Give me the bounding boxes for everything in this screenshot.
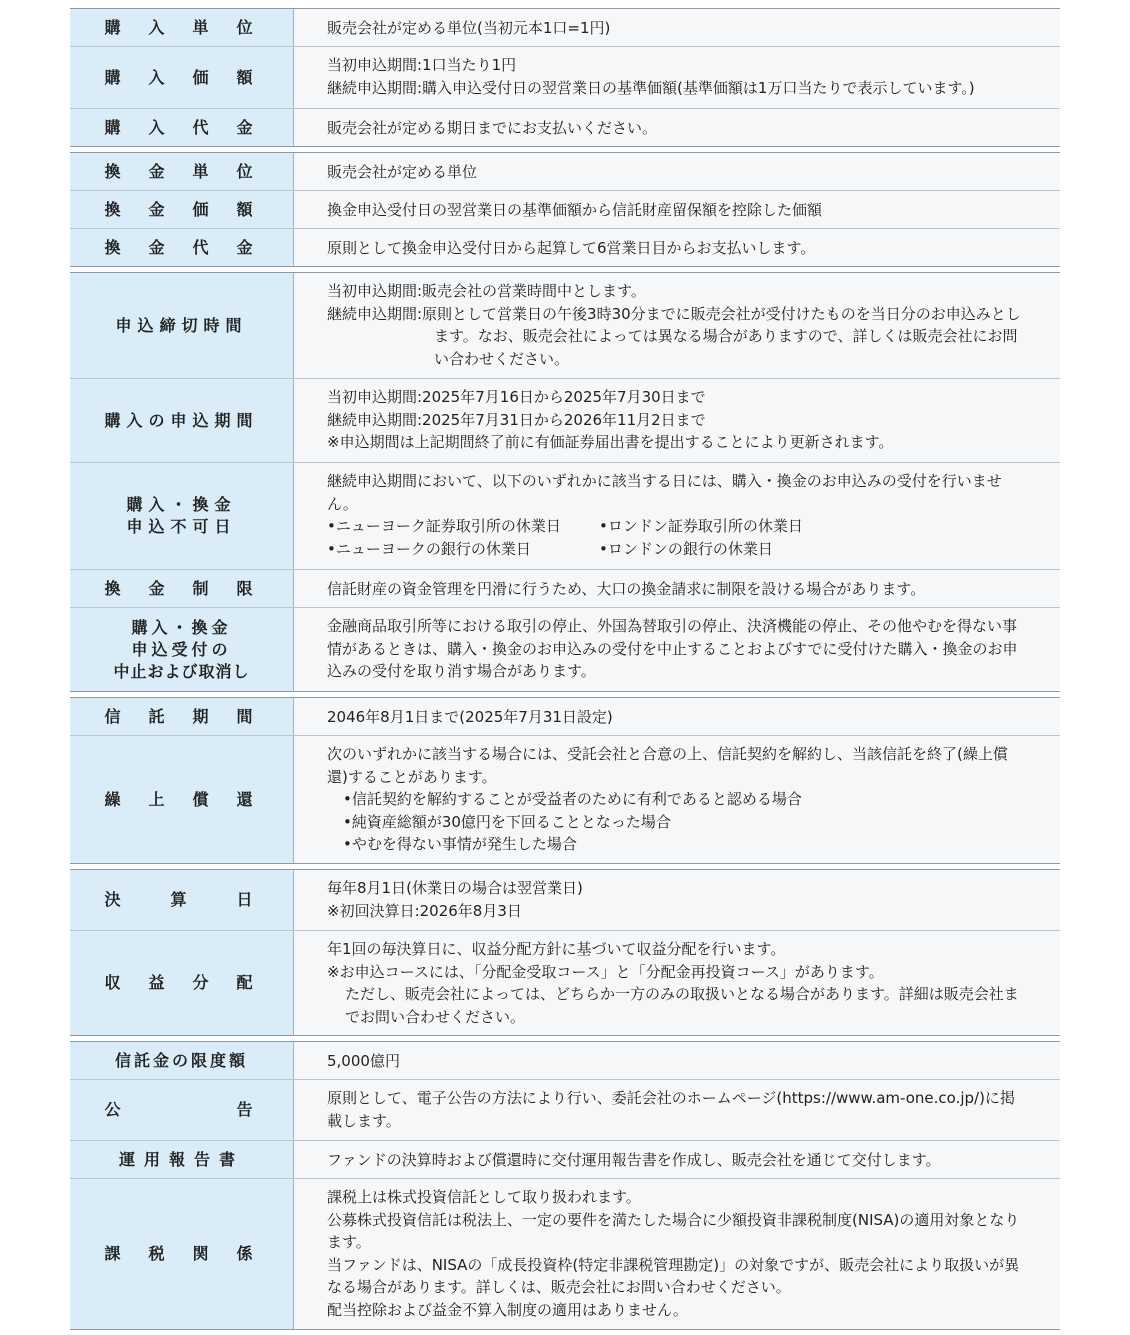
row-public-notice <box>70 1079 1060 1140</box>
row-content: 継続申込期間において、以下のいずれかに該当する日には、購入・換金のお申込みの受付を行いません。 •ニューヨーク証券取引所の休業日 •ロンドン証券取引所の休業日 •ニューヨークの銀行の休業日 •ロンドンの銀行の休業日 <box>294 463 1060 569</box>
row-label: 購入の申込期間 <box>70 379 294 462</box>
row-content: 換金申込受付日の翌営業日の基準価額から信託財産留保額を控除した価額 <box>294 191 1060 228</box>
row-label: 公 告 <box>70 1080 294 1140</box>
row-management-report <box>70 1140 1060 1178</box>
row-content: 原則として換金申込受付日から起算して6営業日目からお支払いします。 <box>294 229 1060 266</box>
row-label: 課 税 関 係 <box>70 1179 294 1329</box>
row-content: 毎年8月1日(休業日の場合は翌営業日) ※初回決算日:2026年8月3日 <box>294 870 1060 930</box>
row-tax <box>70 1178 1060 1329</box>
row-content: 販売会社が定める単位(当初元本1口=1円) <box>294 9 1060 46</box>
row-content: 当初申込期間:1口当たり1円 継続申込期間:購入申込受付日の翌営業日の基準価額(基準価額は1万口当たりで表示しています。) <box>294 47 1060 108</box>
row-distribution <box>70 930 1060 1035</box>
row-purchase-price <box>70 46 1060 108</box>
row-trust-period <box>70 698 1060 735</box>
row-redemption-unit <box>70 153 1060 190</box>
fund-terms-table <box>70 8 1060 1335</box>
row-application-period <box>70 378 1060 462</box>
settlement-group <box>70 869 1060 1036</box>
row-content: 5,000億円 <box>294 1042 1060 1079</box>
row-limit <box>70 1042 1060 1079</box>
row-purchase-unit <box>70 9 1060 46</box>
row-suspension <box>70 607 1060 691</box>
row-unavailable-days <box>70 462 1060 569</box>
purchase-group <box>70 8 1060 147</box>
row-label: 換 金 価 額 <box>70 191 294 228</box>
application-group <box>70 272 1060 692</box>
row-label: 購入・換金 申込不可日 <box>70 463 294 569</box>
row-content: 当初申込期間:2025年7月16日から2025年7月30日まで 継続申込期間:2025年7月31日から2026年11月2日まで ※申込期間は上記期間終了前に有価証券届出書を提出することにより更新されます。 <box>294 379 1060 462</box>
row-redemption-restriction <box>70 569 1060 607</box>
row-deadline <box>70 273 1060 378</box>
holiday-list-row: •ニューヨーク証券取引所の休業日 •ロンドン証券取引所の休業日 <box>327 517 803 535</box>
row-label: 収 益 分 配 <box>70 931 294 1035</box>
row-label: 申込締切時間 <box>70 273 294 378</box>
row-content: 年1回の毎決算日に、収益分配方針に基づいて収益分配を行います。 ※お申込コースには、「分配金受取コース」と「分配金再投資コース」があります。 ただし、販売会社によっては、どちらか一方のみの取扱いとなる場合があります。詳細は販売会社までお問い合わせください。 <box>294 931 1060 1035</box>
row-label: 決 算 日 <box>70 870 294 930</box>
row-label: 換 金 単 位 <box>70 153 294 190</box>
row-settlement-date <box>70 870 1060 930</box>
row-content: 2046年8月1日まで(2025年7月31日設定) <box>294 698 1060 735</box>
row-redemption-price <box>70 190 1060 228</box>
redemption-group <box>70 152 1060 267</box>
row-content: 課税上は株式投資信託として取り扱われます。 公募株式投資信託は税法上、一定の要件を満たした場合に少額投資非課税制度(NISA)の適用対象となります。 当ファンドは、NISAの「成長投資枠(特定非課税管理勘定)」の対象ですが、販売会社により取扱いが異なる場合があります。詳しくは、販売会社にお問い合わせください。 配当控除および益金不算入制度の適用はありません。 <box>294 1179 1060 1329</box>
row-label: 購 入 価 額 <box>70 47 294 108</box>
row-content: ファンドの決算時および償還時に交付運用報告書を作成し、販売会社を通じて交付します。 <box>294 1141 1060 1178</box>
row-purchase-payment <box>70 108 1060 146</box>
row-content: 販売会社が定める期日までにお支払いください。 <box>294 109 1060 146</box>
other-group <box>70 1041 1060 1330</box>
row-content: 当初申込期間:販売会社の営業時間中とします。 継続申込期間:原則として営業日の午後3時30分までに販売会社が受付けたものを当日分のお申込みとします。なお、販売会社によっては異なる場合がありますので、詳しくは販売会社にお問い合わせください。 <box>294 273 1060 378</box>
row-label: 換 金 代 金 <box>70 229 294 266</box>
row-content: 信託財産の資金管理を円滑に行うため、大口の換金請求に制限を設ける場合があります。 <box>294 570 1060 607</box>
row-redemption-payment <box>70 228 1060 266</box>
row-label: 繰 上 償 還 <box>70 736 294 863</box>
row-early-redemption <box>70 735 1060 863</box>
row-content: 原則として、電子公告の方法により行い、委託会社のホームページ(https://www.am-one.co.jp/)に掲載します。 <box>294 1080 1060 1140</box>
row-content: 次のいずれかに該当する場合には、受託会社と合意の上、信託契約を解約し、当該信託を終了(繰上償還)することがあります。 •信託契約を解約することが受益者のために有利であると認める場合 •純資産総額が30億円を下回ることとなった場合 •やむを得ない事情が発生した場合 <box>294 736 1060 863</box>
row-label: 購 入 単 位 <box>70 9 294 46</box>
row-label: 運用報告書 <box>70 1141 294 1178</box>
row-content: 金融商品取引所等における取引の停止、外国為替取引の停止、決済機能の停止、その他やむを得ない事情があるときは、購入・換金のお申込みの受付を中止することおよびすでに受付けた購入・換金のお申込みの受付を取り消す場合があります。 <box>294 608 1060 691</box>
row-label: 購 入 代 金 <box>70 109 294 146</box>
row-label: 換 金 制 限 <box>70 570 294 607</box>
row-content: 販売会社が定める単位 <box>294 153 1060 190</box>
holiday-list-row: •ニューヨークの銀行の休業日 •ロンドンの銀行の休業日 <box>327 539 773 558</box>
row-label: 購入・換金 申込受付の 中止および取消し <box>70 608 294 691</box>
trust-period-group <box>70 697 1060 864</box>
row-label: 信託金の限度額 <box>70 1042 294 1079</box>
row-label: 信 託 期 間 <box>70 698 294 735</box>
